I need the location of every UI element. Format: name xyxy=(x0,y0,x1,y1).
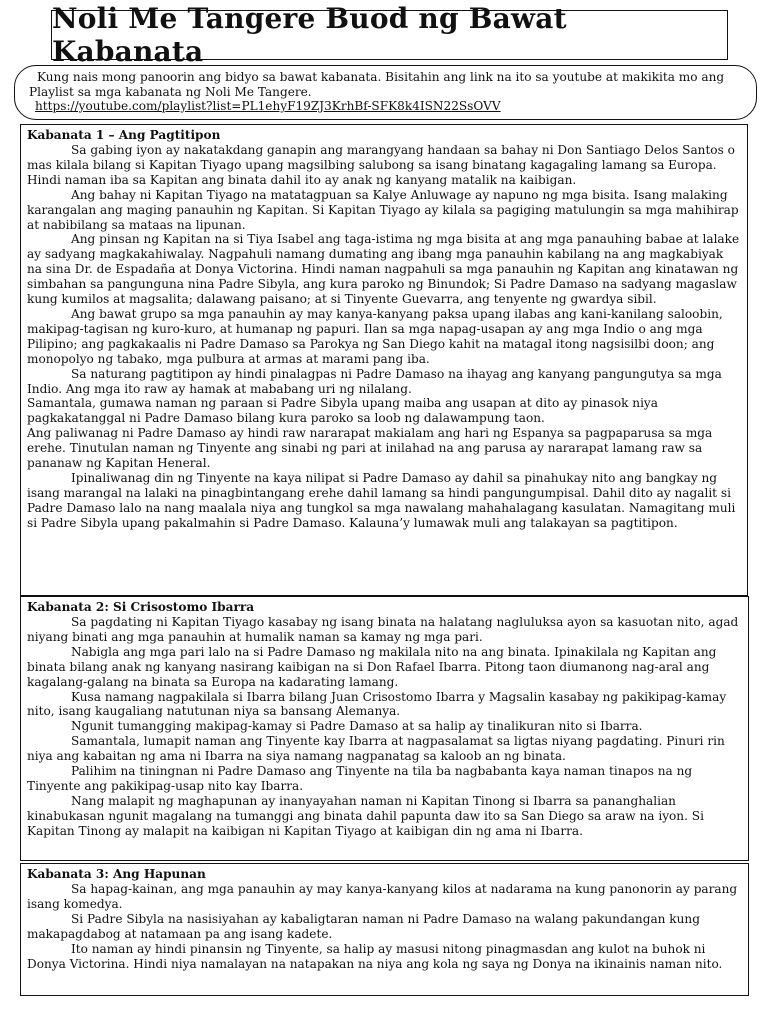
intro-box xyxy=(14,65,757,120)
paragraph: Sa hapag-kainan, ang mga panauhin ay may kanya-kanyang kilos at nadarama na kung panonorin ay parang isang komedya. xyxy=(27,882,738,911)
intro-text: Kung nais mong panoorin ang bidyo sa bawat kabanata. Bisitahin ang link na ito sa youtube at makikita mo ang Playlist sa mga kabanata ng Noli Me Tangere. xyxy=(29,70,725,99)
section-body xyxy=(27,882,742,971)
paragraph: Ipinaliwanag din ng Tinyente na kaya nilipat si Padre Damaso ay dahil sa pinahukay nito ang bangkay ng isang marangal na lalaki na pinagbintangang erehe dahil lamang sa hindi pangungumpisal. Dahil dito ay nagalit si Padre Damaso lalo na nang maalala niya ang tungkol sa mga nawalang mahahalagang kasulatan. Namagitang muli si Padre Sibyla upang pakalmahin si Padre Damaso. Kalauna’y lumawak muli ang talakayan sa pagtitipon. xyxy=(27,470,736,530)
section-kabanata-2 xyxy=(20,596,749,861)
section-kabanata-1 xyxy=(20,124,748,596)
section-heading: Kabanata 2: Si Crisostomo Ibarra xyxy=(27,600,255,614)
section-body xyxy=(27,615,742,839)
paragraph: Ito naman ay hindi pinansin ng Tinyente, sa halip ay masusi nitong pinagmasdan ang kulot na buhok ni Donya Victorina. Hindi niya namalayan na natapakan na niya ang kola ng saya ng Donya na ikinainis naman nito. xyxy=(27,941,723,971)
paragraph: Ang bawat grupo sa mga panauhin ay may kanya-kanyang paksa upang ilabas ang kani-kanilang saloobin, makipag-tagisan ng kuro-kuro, at humanap ng papuri. Ilan sa mga napag-usapan ay ang mga Indio o ang mga Pilipino; ang pagkakaalis ni Padre Damaso sa Parokya ng San Diego kahit na matagal itong nagsisilbi doon; ang monopolyo ng tabako, mga pulbura at armas at marami pang iba. xyxy=(27,306,723,366)
paragraph: Ang bahay ni Kapitan Tiyago na matatagpuan sa Kalye Anluwage ay napuno ng mga bisita. Isang malaking karangalan ang maging panauhin ng Kapitan. Si Kapitan Tiyago ay kilala sa pagiging matulungin sa mga mahihirap at nabibilang sa mataas na lipunan. xyxy=(27,187,739,232)
paragraph: Sa gabing iyon ay nakatakdang ganapin ang marangyang handaan sa bahay ni Don Santiago Delos Santos o mas kilala bilang si Kapitan Tiyago upang magsilbing salubong sa isang binatang kagagaling lamang sa Europa. Hindi naman iba sa Kapitan ang binata dahil ito ay anak ng kanyang matalik na kaibigan. xyxy=(27,143,735,187)
youtube-playlist-link[interactable]: https://youtube.com/playlist?list=PL1ehyF19ZJ3KrhBf-SFK8k4ISN22SsOVV xyxy=(35,99,501,113)
paragraph: Sa pagdating ni Kapitan Tiyago kasabay ng isang binata na halatang nagluluksa ayon sa kasuotan nito, agad niyang binati ang mga panauhin at humalik naman sa kamay ng mga pari. xyxy=(27,615,739,644)
paragraph: Si Padre Sibyla na nasisiyahan ay kabaligtaran naman ni Padre Damaso na walang pakundangan kung makapagdabog at natamaan pa ang isang kadete. xyxy=(27,911,700,941)
paragraph: Sa naturang pagtitipon ay hindi pinalagpas ni Padre Damaso na ihayag ang kanyang pangungutya sa mga Indio. Ang mga ito raw ay hamak at mababang uri ng nilalang. xyxy=(27,366,722,396)
paragraph: Samantala, gumawa naman ng paraan si Padre Sibyla upang maiba ang usapan at dito ay pinasok niya pagkakatanggal ni Padre Damaso bilang kura paroko sa loob ng dalawampung taon. xyxy=(27,396,658,426)
paragraph: Ngunit tumangging makipag-kamay si Padre Damaso at sa halip ay tinalikuran nito si Ibarra. xyxy=(71,719,643,734)
paragraph: Palihim na tiningnan ni Padre Damaso ang Tinyente na tila ba nagbabanta kaya naman tinapos na ng Tinyente ang pakikipag-usap nito kay Ibarra. xyxy=(27,764,693,793)
paragraph: Nabigla ang mga pari lalo na si Padre Damaso ng makilala nito na ang binata. Ipinakilala ng Kapitan ang binata bilang anak ng kanyang nasirang kaibigan na si Don Rafael Ibarra. Pitong taon diumanong nag-aral ang kagalang-galang na binata sa Europa na kadarating lamang. xyxy=(27,644,717,689)
section-kabanata-3 xyxy=(20,863,749,996)
paragraph: Nang malapit ng maghapunan ay inanyayahan naman ni Kapitan Tinong si Ibarra sa pananghalian kinabukasan ngunit magalang na tumanggi ang binata dahil papunta daw ito sa San Diego sa araw na iyon. Si Kapitan Tinong ay malapit na kaibigan ni Kapitan Tiyago at kaibigan din ng ama ni Ibarra. xyxy=(27,793,704,838)
section-heading: Kabanata 1 – Ang Pagtitipon xyxy=(27,128,221,142)
section-body xyxy=(27,143,741,531)
paragraph: Kusa namang nagpakilala si Ibarra bilang Juan Crisostomo Ibarra y Magsalin kasabay ng pakikipag-kamay nito, isang kaugaliang natutunan niya sa bansang Alemanya. xyxy=(27,689,727,719)
page-title: Noli Me Tangere Buod ng Bawat Kabanata xyxy=(51,10,728,60)
section-heading: Kabanata 3: Ang Hapunan xyxy=(27,867,206,881)
paragraph: Samantala, lumapit naman ang Tinyente kay Ibarra at nagpasalamat sa ligtas niyang pagdating. Pinuri rin niya ang kabaitan ng ama ni Ibarra na siya namang nagpanatag sa kaloob an ng binata. xyxy=(27,734,725,764)
paragraph: Ang paliwanag ni Padre Damaso ay hindi raw nararapat makialam ang hari ng Espanya sa pagpaparusa sa mga erehe. Tinutulan naman ng Tinyente ang sinabi ng pari at inilahad na ang parusa ay nararapat lamang raw sa pananaw ng Kapitan Heneral. xyxy=(27,426,713,471)
paragraph: Ang pinsan ng Kapitan na si Tiya Isabel ang taga-istima ng mga bisita at ang mga panauhing babae at lalake ay sadyang magkakahiwalay. Nagpahuli namang dumating ang ibang mga panauhin kabilang na ang magkabiyak na sina Dr. de Espadaña at Donya Victorina. Hindi naman nagpahuli sa mga panauhin ng Kapitan ang kinatawan ng simbahan sa pangunguna nina Padre Sibyla, ang kura paroko ng Binundok; Si Padre Damaso na sadyang magaslaw kung kumilos at magsalita; dalawang paisano; at si Tinyente Guevarra, ang tenyente ng gwardya sibil. xyxy=(27,232,740,307)
